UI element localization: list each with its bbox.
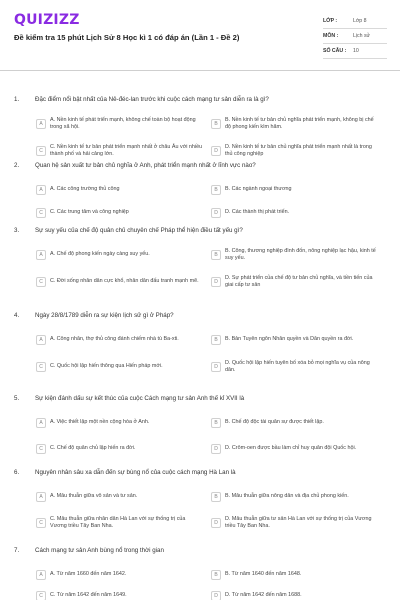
header-divider: [0, 70, 400, 71]
option-letter-badge: A: [36, 119, 46, 129]
question-number: 4.: [14, 312, 20, 319]
question-4: [14, 312, 386, 377]
option-letter-badge: B: [211, 335, 221, 345]
option-a[interactable]: [36, 418, 211, 428]
option-b[interactable]: [211, 418, 386, 428]
option-a[interactable]: [36, 570, 211, 580]
option-a[interactable]: [36, 185, 211, 195]
option-text: C. Từ năm 1642 đến năm 1649.: [50, 592, 127, 599]
option-text: B. Chế độ độc tài quân sự được thiết lập.: [225, 419, 324, 426]
option-text: B. Bản Tuyên ngôn Nhân quyền và Dân quyền ra đời.: [225, 336, 354, 343]
option-d[interactable]: [211, 144, 386, 158]
option-text: A. Việc thiết lập một nền cộng hòa ở Anh.: [50, 419, 150, 426]
option-letter-badge: C: [36, 444, 46, 454]
answer-options: [36, 486, 386, 533]
option-text: C. Quốc hội lập hiến thông qua Hiến pháp mới.: [50, 363, 163, 370]
option-text: B. Các ngành ngoại thương: [225, 186, 292, 193]
meta-key: LỚP :: [323, 18, 338, 24]
option-b[interactable]: [211, 570, 386, 580]
option-text: B. Mâu thuẫn giữa nông dân và địa chủ phong kiến.: [225, 493, 349, 500]
option-text: D. Quốc hội lập hiến tuyên bố xóa bỏ mọi nghĩa vụ của nông dân.: [225, 359, 370, 373]
option-letter-badge: A: [36, 335, 46, 345]
meta-value: Lịch sử: [353, 33, 371, 39]
option-d[interactable]: [211, 444, 386, 454]
meta-row-subject: [323, 29, 387, 44]
question-text: Sự suy yếu của chế độ quân chủ chuyên chế Pháp thể hiện điều tất yếu gì?: [35, 227, 243, 234]
option-a[interactable]: [36, 117, 211, 131]
meta-key: SỐ CÂU :: [323, 48, 347, 54]
option-letter-badge: D: [211, 518, 221, 528]
question-2: [14, 162, 386, 223]
answer-options: [36, 564, 386, 600]
question-number: 5.: [14, 395, 20, 402]
option-text: D. Sự phát triển của chế độ tư bản chủ nghĩa, và tiền tiến của giai cấp tư sản: [225, 274, 373, 288]
option-text: C. Chế độ quân chủ lập hiến ra đời.: [50, 445, 136, 452]
option-letter-badge: D: [211, 208, 221, 218]
question-stem: [14, 96, 386, 104]
option-d[interactable]: [211, 516, 386, 530]
option-letter-badge: C: [36, 518, 46, 528]
meta-row-class: [323, 14, 387, 29]
option-c[interactable]: [36, 208, 211, 218]
question-5: [14, 395, 386, 459]
option-text: B. Từ năm 1640 đến năm 1648.: [225, 571, 302, 578]
option-text: D. Nền kinh tế tư bản chủ nghĩa phát triển mạnh nhất là trong thủ công nghiệp: [225, 143, 372, 157]
answer-options: [36, 412, 386, 459]
answer-options: [36, 113, 386, 161]
option-b[interactable]: [211, 248, 386, 262]
option-letter-badge: A: [36, 418, 46, 428]
quizizz-logo: QUIZIZZ: [14, 12, 80, 28]
option-letter-badge: B: [211, 492, 221, 502]
option-letter-badge: A: [36, 250, 46, 260]
option-c[interactable]: [36, 591, 211, 600]
question-stem: [14, 547, 386, 555]
question-1: [14, 96, 386, 161]
question-number: 1.: [14, 96, 20, 103]
meta-row-count: [323, 44, 387, 59]
option-a[interactable]: [36, 335, 211, 345]
option-text: C. Mâu thuẫn giữa nhân dân Hà Lan với sự thống trị của Vương triều Tây Ban Nha.: [50, 515, 186, 529]
option-letter-badge: C: [36, 591, 46, 600]
option-text: A. Công nhân, thợ thủ công đánh chiếm nhà tù Ba-xti.: [50, 336, 179, 343]
question-number: 7.: [14, 547, 20, 554]
question-stem: [14, 395, 386, 403]
option-c[interactable]: [36, 144, 211, 158]
answer-options: [36, 244, 386, 292]
option-text: A. Nền kinh tế phát triển mạnh, không chế toàn bộ hoạt động trong xã hội.: [50, 116, 196, 130]
option-b[interactable]: [211, 185, 386, 195]
question-text: Quan hệ sản xuất tư bản chủ nghĩa ở Anh, phát triển mạnh nhất ở lĩnh vực nào?: [35, 162, 256, 169]
option-text: D. Mâu thuẫn giữa tư sản Hà Lan với sự thống trị của Vương triều Tây Ban Nha.: [225, 515, 372, 529]
question-number: 6.: [14, 469, 20, 476]
option-letter-badge: A: [36, 492, 46, 502]
option-text: D. Từ năm 1642 đến năm 1688.: [225, 592, 302, 599]
option-letter-badge: D: [211, 362, 221, 372]
question-text: Đặc điểm nổi bật nhất của Nê-đéc-lan trước khi cuộc cách mạng tư sản diễn ra là gì?: [35, 96, 269, 103]
option-text: C. Các trung tâm và công nghiệp: [50, 209, 129, 216]
worksheet-meta: [323, 14, 387, 59]
option-text: C. Nền kinh tế tư bản phát triển mạnh nhất ở châu Âu với nhiều thành phố và hải cảng lớn.: [50, 143, 203, 157]
option-letter-badge: C: [36, 362, 46, 372]
option-text: A. Các công trường thủ công: [50, 186, 120, 193]
option-c[interactable]: [36, 444, 211, 454]
option-letter-badge: B: [211, 185, 221, 195]
answer-options: [36, 179, 386, 223]
option-c[interactable]: [36, 362, 211, 372]
option-b[interactable]: [211, 117, 386, 131]
option-letter-badge: A: [36, 185, 46, 195]
answer-options: [36, 329, 386, 377]
option-text: A. Từ năm 1660 đến năm 1642.: [50, 571, 127, 578]
question-stem: [14, 227, 386, 235]
option-text: B. Công, thương nghiệp đình đốn, nông nghiệp lạc hậu, kinh tế suy yếu.: [225, 247, 376, 261]
meta-value: 10: [353, 48, 359, 54]
option-c[interactable]: [36, 277, 211, 287]
option-d[interactable]: [211, 591, 386, 600]
question-7: [14, 547, 386, 600]
question-stem: [14, 469, 386, 477]
meta-key: MÔN :: [323, 33, 339, 39]
meta-value: Lớp 8: [353, 18, 367, 24]
option-text: A. Mâu thuẫn giữa vô sản và tư sản.: [50, 493, 138, 500]
option-d[interactable]: [211, 275, 386, 289]
question-number: 2.: [14, 162, 20, 169]
worksheet-header: [0, 0, 400, 72]
option-text: D. Các thành thị phát triển.: [225, 209, 290, 216]
option-text: C. Đời sống nhân dân cực khổ, nhân dân đấu tranh mạnh mẽ.: [50, 278, 199, 285]
option-letter-badge: B: [211, 250, 221, 260]
option-letter-badge: B: [211, 119, 221, 129]
option-c[interactable]: [36, 516, 211, 530]
option-letter-badge: C: [36, 146, 46, 156]
question-text: Nguyên nhân sâu xa dẫn đến sự bùng nổ của cuộc cách mạng Hà Lan là: [35, 469, 236, 476]
option-letter-badge: A: [36, 570, 46, 580]
option-b[interactable]: [211, 335, 386, 345]
option-d[interactable]: [211, 360, 386, 374]
option-a[interactable]: [36, 492, 211, 502]
option-d[interactable]: [211, 208, 386, 218]
question-3: [14, 227, 386, 292]
option-letter-badge: C: [36, 208, 46, 218]
option-letter-badge: B: [211, 418, 221, 428]
option-letter-badge: D: [211, 444, 221, 454]
option-letter-badge: D: [211, 591, 221, 600]
option-text: A. Chế độ phong kiến ngày càng suy yếu.: [50, 251, 150, 258]
question-text: Sự kiện đánh dấu sự kết thúc của cuộc Cách mạng tư sản Anh thế kỉ XVII là: [35, 395, 245, 402]
worksheet-title: Đề kiểm tra 15 phút Lịch Sử 8 Học kì 1 có đáp án (Lần 1 - Đề 2): [14, 33, 240, 42]
question-text: Ngày 28/8/1789 diễn ra sự kiện lịch sử gì ở Pháp?: [35, 312, 174, 319]
question-number: 3.: [14, 227, 20, 234]
option-letter-badge: D: [211, 277, 221, 287]
question-text: Cách mạng tư sản Anh bùng nổ trong thời gian: [35, 547, 164, 554]
option-a[interactable]: [36, 250, 211, 260]
option-letter-badge: D: [211, 146, 221, 156]
option-text: B. Nền kinh tế tư bản chủ nghĩa phát triển mạnh, không bị chế độ phong kiến kìm hãm.: [225, 116, 374, 130]
question-stem: [14, 312, 386, 320]
option-letter-badge: C: [36, 277, 46, 287]
question-stem: [14, 162, 386, 170]
option-letter-badge: B: [211, 570, 221, 580]
option-text: D. Crôm-oen được bầu làm chỉ huy quân đội Quốc hội.: [225, 445, 357, 452]
option-b[interactable]: [211, 492, 386, 502]
question-6: [14, 469, 386, 533]
